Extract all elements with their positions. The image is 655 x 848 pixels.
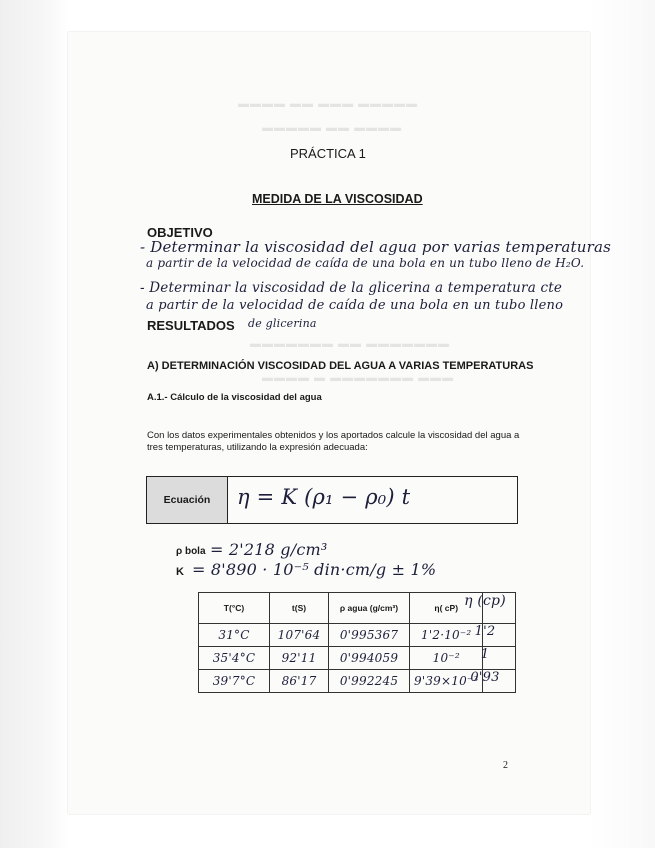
handwritten-equation: η = K (ρ₁ − ρ₀) t bbox=[237, 485, 411, 509]
subsection-title: A.1.- Cálculo de la viscosidad del agua bbox=[147, 392, 322, 403]
table-row bbox=[199, 670, 483, 693]
scan-background-right bbox=[590, 0, 655, 848]
extra-column-cell: 0'93 bbox=[455, 669, 515, 692]
extra-column-cell: 1 bbox=[455, 646, 515, 669]
section-a-title: A) DETERMINACIÓN VISCOSIDAD DEL AGUA A VARIAS TEMPERATURAS bbox=[147, 360, 534, 372]
extra-column-header: η (cp) bbox=[464, 593, 506, 609]
objective-heading: OBJETIVO bbox=[147, 225, 213, 240]
equation-box bbox=[146, 476, 518, 524]
results-heading: RESULTADOS bbox=[147, 318, 235, 333]
table-cell: 31°C bbox=[199, 624, 270, 647]
main-heading: MEDIDA DE LA VISCOSIDAD bbox=[252, 192, 423, 206]
table-cell: 9'39×10⁻³ bbox=[410, 670, 483, 693]
column-header: η( cP) bbox=[410, 593, 483, 624]
handwritten-extra-column bbox=[455, 592, 516, 693]
viscosity-table bbox=[198, 592, 483, 693]
table-row bbox=[199, 647, 483, 670]
equation-label: Ecuación bbox=[147, 477, 228, 523]
table-cell: 86'17 bbox=[270, 670, 329, 693]
table-cell: 10⁻² bbox=[410, 647, 483, 670]
table-row bbox=[199, 624, 483, 647]
column-header: T(°C) bbox=[199, 593, 270, 624]
k-label: K bbox=[176, 566, 184, 578]
handwritten-objective-line: - Determinar la viscosidad del agua por varias temperaturas bbox=[140, 238, 612, 256]
table-header-row bbox=[199, 593, 483, 624]
table-cell: 0'992245 bbox=[329, 670, 410, 693]
table-cell: 39'7°C bbox=[199, 670, 270, 693]
practice-title: PRÁCTICA 1 bbox=[290, 146, 366, 161]
extra-column-cell: 1'2 bbox=[455, 623, 515, 646]
column-header: t(S) bbox=[270, 593, 329, 624]
handwritten-objective-line: a partir de la velocidad de caída de una bola en un tubo lleno bbox=[146, 298, 564, 313]
handwritten-k-value: = 8'890 · 10⁻⁵ din·cm/g ± 1% bbox=[192, 560, 437, 579]
bleed-through: ▬▬▬▬ ▬▬ ▬▬▬ ▬▬▬▬▬ bbox=[238, 98, 419, 110]
table-cell: 0'994059 bbox=[329, 647, 410, 670]
bleed-through: ▬▬▬▬▬▬▬ ▬▬ ▬▬▬▬▬▬▬ bbox=[250, 338, 451, 350]
handwritten-rho-value: = 2'218 g/cm³ bbox=[210, 540, 328, 559]
handwritten-objective-line: - Determinar la viscosidad de la glicerina a temperatura cte bbox=[140, 280, 563, 296]
instructions-text: Con los datos experimentales obtenidos y los aportados calcule la viscosidad del agua a tres temperaturas, utilizando la expresión adecuada: bbox=[147, 430, 520, 453]
table-cell: 92'11 bbox=[270, 647, 329, 670]
scan-background-left bbox=[0, 0, 70, 848]
bleed-through: ▬▬▬▬ ▬ ▬▬▬▬▬▬▬ ▬▬▬ bbox=[262, 372, 455, 384]
handwritten-objective-line: de glicerina bbox=[248, 317, 317, 330]
table-cell: 0'995367 bbox=[329, 624, 410, 647]
page-number: 2 bbox=[503, 760, 508, 771]
column-header: ρ agua (g/cm³) bbox=[329, 593, 410, 624]
rho-label: ρ bola bbox=[176, 546, 206, 557]
table-cell: 35'4°C bbox=[199, 647, 270, 670]
table-cell: 107'64 bbox=[270, 624, 329, 647]
table-cell: 1'2·10⁻² bbox=[410, 624, 483, 647]
bleed-through: ▬▬▬▬▬ ▬▬ ▬▬▬▬ bbox=[262, 122, 403, 134]
handwritten-objective-line: a partir de la velocidad de caída de una bola en un tubo lleno de H₂O. bbox=[146, 256, 585, 270]
